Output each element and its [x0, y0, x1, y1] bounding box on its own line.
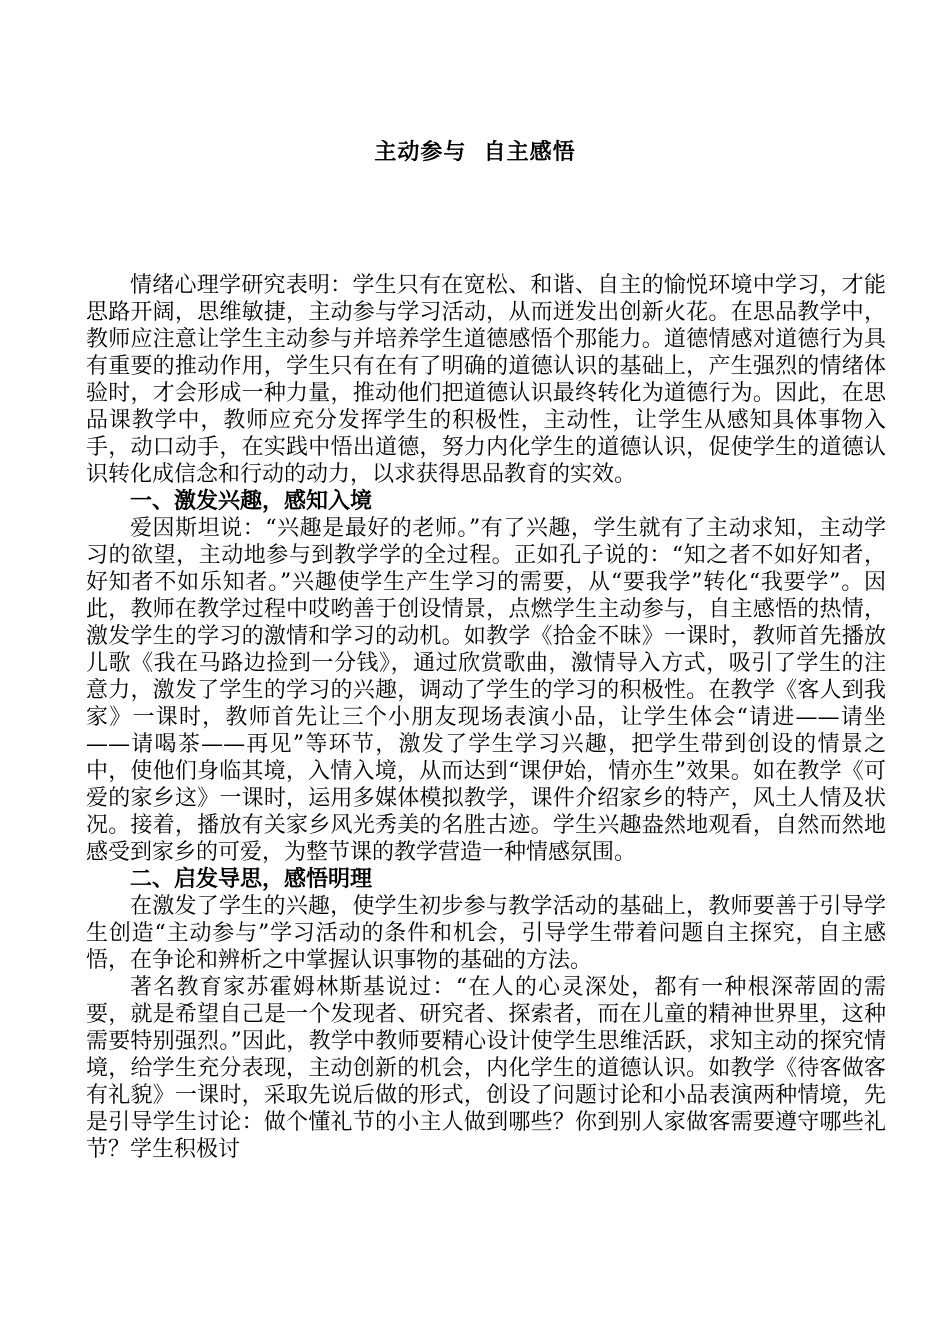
section-heading-1: 一、激发兴趣，感知入境 [130, 489, 373, 514]
section-heading-2: 二、启发导思，感悟明理 [130, 867, 373, 892]
document-title: 主动参与 自主感悟 [374, 140, 576, 165]
section-2-paragraph-1: 在激发了学生的兴趣，使学生初步参与教学活动的基础上，教师要善于引导学生创造“主动参与”学习活动的条件和机会，引导学生带着问题自主探究，自主感悟，在争论和辨析之中掌握认识事物的基础的方法。 [86, 894, 886, 973]
intro-paragraph: 情绪心理学研究表明：学生只有在宽松、和谐、自主的愉悦环境中学习，才能思路开阔，思维敏捷，主动参与学习活动，从而迸发出创新火花。在思品教学中，教师应注意让学生主动参与并培养学生道德感悟个那能力。道德情感对道德行为具有重要的推动作用，学生只有在有了明确的道德认识的基础上，产生强烈的情绪体验时，才会形成一种力量，推动他们把道德认识最终转化为道德行为。因此，在思品课教学中，教师应充分发挥学生的积极性，主动性，让学生从感知具体事物入手，动口动手，在实践中悟出道德，努力内化学生的道德认识，促使学生的道德认识转化成信念和行动的动力，以求获得思品教育的实效。 [86, 273, 886, 487]
document-body [86, 272, 886, 1163]
section-2-paragraph-2: 著名教育家苏霍姆林斯基说过：“在人的心灵深处，都有一种根深蒂固的需要，就是希望自己是一个发现者、研究者、探索者，而在儿童的精神世界里，这种需要特别强烈。”因此，教学中教师要精心设计使学生思维活跃，求知主动的探究情境，给学生充分表现，主动创新的机会，内化学生的道德认识。如教学《待客做客有礼貌》一课时，采取先说后做的形式，创设了问题讨论和小品表演两种情境，先是引导学生讨论：做个懂礼节的小主人做到哪些？你到别人家做客需要遵守哪些礼节？学生积极讨 [86, 975, 886, 1162]
section-1-paragraph-1: 爱因斯坦说：“兴趣是最好的老师。”有了兴趣，学生就有了主动求知，主动学习的欲望，主动地参与到教学学的全过程。正如孔子说的：“知之者不如好知者，好知者不如乐知者。”兴趣使学生产生学习的需要，从“要我学”转化“我要学”。因此，教师在教学过程中哎哟善于创设情景，点燃学生主动参与，自主感悟的热情，激发学生的学习的激情和学习的动机。如教学《拾金不昧》一课时，教师首先播放儿歌《我在马路边捡到一分钱》，通过欣赏歌曲，激情导入方式，吸引了学生的注意力，激发了学生的学习的兴趣，调动了学生的学习的积极性。在教学《客人到我家》一课时，教师首先让三个小朋友现场表演小品，让学生体会“请进——请坐——请喝茶——再见”等环节，激发了学生学习兴趣，把学生带到创设的情景之中，使他们身临其境，入情入境，从而达到“课伊始，情亦生”效果。如在教学《可爱的家乡这》一课时，运用多媒体模拟教学，课件介绍家乡的特产，风土人情及状况。接着，播放有关家乡风光秀美的名胜古迹。学生兴趣盎然地观看，自然而然地感受到家乡的可爱，为整节课的教学营造一种情感氛围。 [86, 516, 886, 865]
